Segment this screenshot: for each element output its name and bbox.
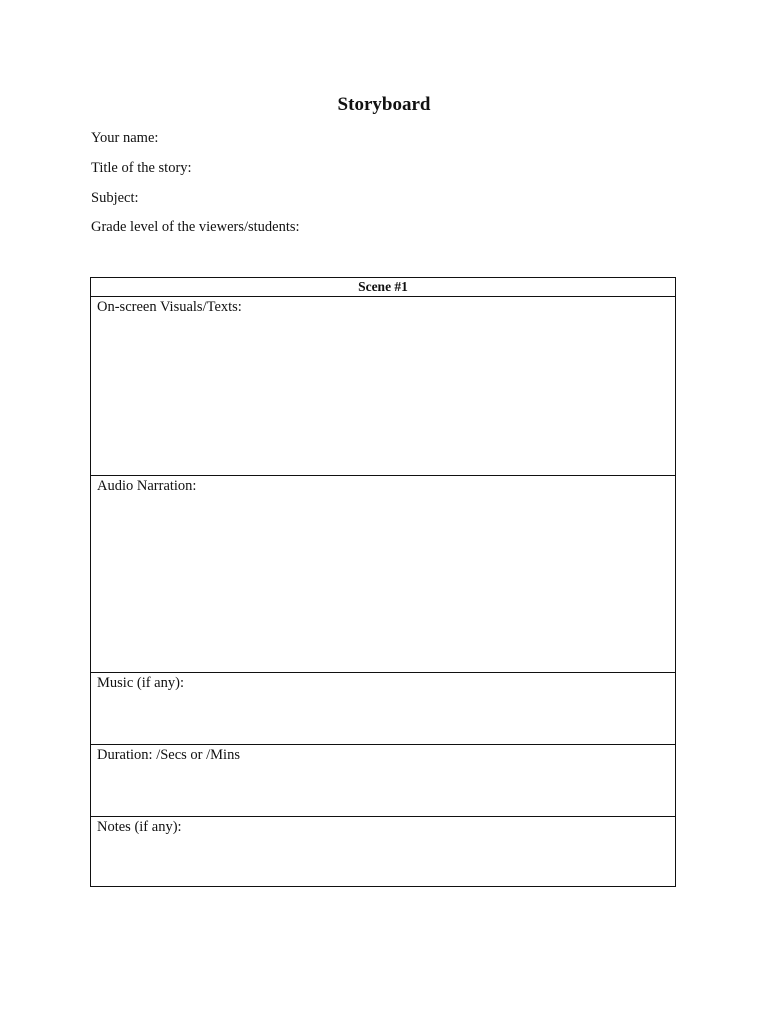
duration-cell [91, 745, 675, 817]
scene-table [90, 277, 676, 887]
notes-label: Notes (if any): [97, 819, 182, 835]
music-label: Music (if any): [97, 675, 184, 691]
grade-level-label: Grade level of the viewers/students: [91, 219, 300, 235]
audio-narration-label: Audio Narration: [97, 478, 197, 494]
your-name-label: Your name: [91, 130, 159, 146]
duration-label: Duration: /Secs or /Mins [97, 747, 240, 763]
page-title: Storyboard [337, 94, 431, 115]
music-cell [91, 673, 675, 745]
scene-header: Scene #1 [91, 278, 675, 297]
onscreen-visuals-label: On-screen Visuals/Texts: [97, 299, 242, 315]
audio-narration-cell [91, 476, 675, 673]
notes-cell [91, 817, 675, 886]
onscreen-visuals-cell [91, 297, 675, 476]
story-title-label: Title of the story: [91, 160, 192, 176]
subject-label: Subject: [91, 190, 139, 206]
